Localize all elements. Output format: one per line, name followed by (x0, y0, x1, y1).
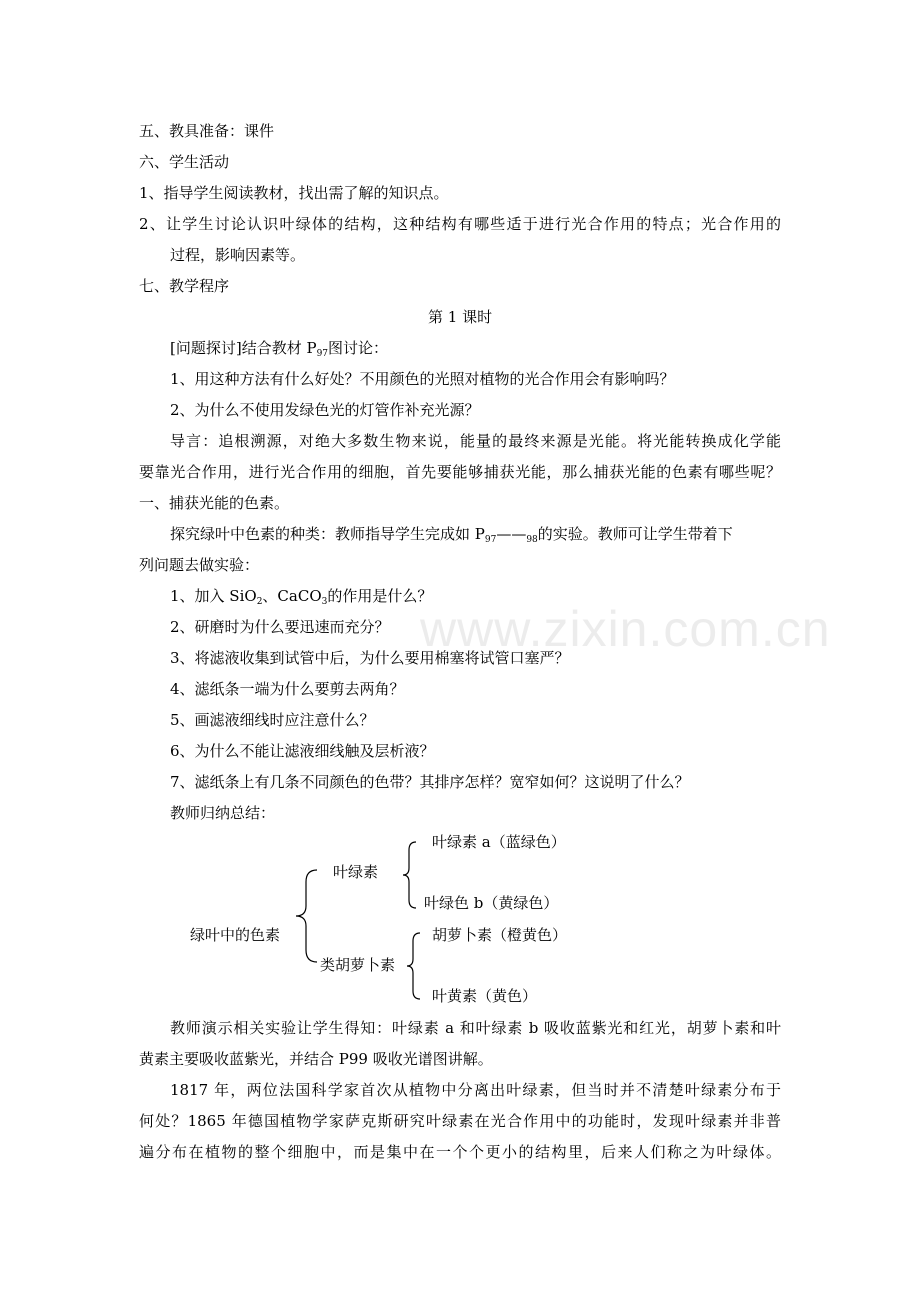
experiment-question-1: 1、加入 SiO$_2$、CaCO$_3$的作用是什么？ (170, 587, 433, 607)
history-line-3: 遍分布在植物的整个细胞中，而是集中在一个个更小的结构里，后来人们称之为叶绿体。 (139, 1143, 781, 1161)
tree-carotenoids-label: 类胡萝卜素 (320, 956, 396, 974)
tree-xanthophyll: 叶黄素（黄色） (432, 987, 538, 1005)
tree-chlorophyll-a: 叶绿素 a（蓝绿色） (432, 833, 566, 851)
explore-line-1: 探究绿叶中色素的种类：教师指导学生完成如 $P_{97}——_{98}$的实验。教师可让学生带着下 (170, 525, 733, 545)
lesson-title: 第 1 课时 (428, 308, 493, 326)
section-heading-7: 七、教学程序 (139, 277, 230, 295)
experiment-question-6: 6、为什么不能让滤液细线触及层析液？ (170, 742, 435, 760)
discussion-heading: [问题探讨]结合教材 $P_{97}$图讨论： (170, 339, 389, 359)
tree-chlorophyll-label: 叶绿素 (333, 863, 379, 881)
demo-line-2: 黄素主要吸收蓝紫光，并结合 P99 吸收光谱图讲解。 (139, 1050, 493, 1068)
summary-label: 教师归纳总结： (170, 804, 276, 822)
heading-capture-pigments: 一、捕获光能的色素。 (139, 494, 290, 512)
intro-line-2: 要靠光合作用，进行光合作用的细胞，首先要能够捕获光能，那么捕获光能的色素有哪些呢？ (139, 463, 781, 481)
carotenoids-brace (402, 931, 424, 1001)
experiment-question-2: 2、研磨时为什么要迅速而充分？ (170, 618, 390, 636)
tree-carotene: 胡萝卜素（橙黄色） (432, 926, 568, 944)
experiment-question-5: 5、画滤液细线时应注意什么？ (170, 711, 375, 729)
tree-root-label: 绿叶中的色素 (190, 926, 281, 944)
experiment-question-4: 4、滤纸条一端为什么要剪去两角？ (170, 680, 405, 698)
explore-line-2: 列问题去做实验： (139, 556, 260, 574)
root-brace (292, 866, 322, 966)
discussion-question-1: 1、用这种方法有什么好处？不用颜色的光照对植物的光合作用会有影响吗？ (170, 370, 675, 388)
chlorophyll-brace (398, 840, 420, 910)
watermark: www.zixin.com.cn (420, 601, 831, 657)
demo-line-1: 教师演示相关实验让学生得知：叶绿素 a 和叶绿素 b 吸收蓝紫光和红光，胡萝卜素和叶 (170, 1019, 781, 1037)
activity-item-2-line1: 2、让学生讨论认识叶绿体的结构，这种结构有哪些适于进行光合作用的特点；光合作用的 (139, 215, 781, 233)
discussion-question-2: 2、为什么不使用发绿色光的灯管作补充光源？ (170, 401, 480, 419)
experiment-question-3: 3、将滤液收集到试管中后，为什么要用棉塞将试管口塞严？ (170, 649, 570, 667)
activity-item-2-line2: 过程，影响因素等。 (170, 246, 306, 264)
activity-item-1: 1、指导学生阅读教材，找出需了解的知识点。 (139, 184, 449, 202)
intro-line-1: 导言：追根溯源，对绝大多数生物来说，能量的最终来源是光能。将光能转换成化学能 (170, 432, 781, 450)
history-line-1: 1817 年，两位法国科学家首次从植物中分离出叶绿素，但当时并不清楚叶绿素分布于 (170, 1081, 781, 1099)
history-line-2: 何处？1865 年德国植物学家萨克斯研究叶绿素在光合作用中的功能时，发现叶绿素并非普 (139, 1112, 781, 1130)
experiment-question-7: 7、滤纸条上有几条不同颜色的色带？其排序怎样？宽窄如何？这说明了什么？ (170, 773, 690, 791)
tree-chlorophyll-b: 叶绿色 b（黄绿色） (424, 894, 559, 912)
section-heading-5: 五、教具准备：课件 (139, 122, 275, 140)
section-heading-6: 六、学生活动 (139, 153, 230, 171)
